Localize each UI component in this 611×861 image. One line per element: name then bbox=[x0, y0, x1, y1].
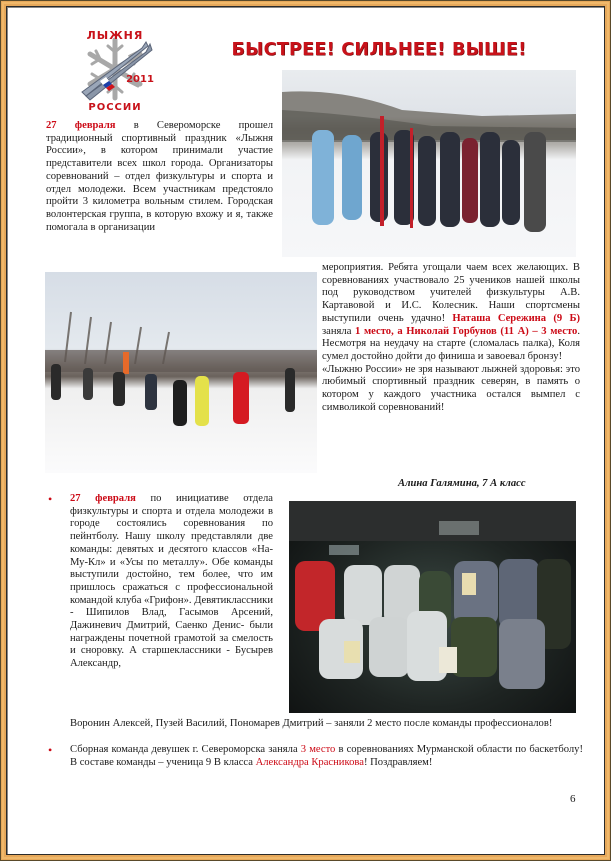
photo-ski-race bbox=[45, 272, 317, 473]
winner-name: Наташа Сережина (9 Б) bbox=[452, 312, 580, 324]
article-text: в соревнованиях Мурманской области по баскетболу! В составе команды – ученица 9 В класса bbox=[70, 744, 583, 768]
article-text: «Лыжню России» не зря называют лыжней здоровья: это любимый спортивный праздник северян, в память о котором у каждого участника остался вымпел с символикой соревнований! bbox=[322, 363, 580, 413]
logo-year: 2011 bbox=[126, 74, 154, 85]
article-text: . Несмотря на неудачу на старте (сломалась палка), Коля сумел достойно дойти до финиша и завоевал бронзу! bbox=[322, 325, 580, 362]
author-signature: Алина Галямина, 7 А класс bbox=[398, 478, 526, 489]
team-place: 3 место bbox=[300, 744, 336, 755]
photo-group-skiers bbox=[282, 70, 576, 257]
page-title: БЫСТРЕЕ! СИЛЬНЕЕ! ВЫШЕ! bbox=[231, 40, 527, 60]
article-text: ! Поздравляем! bbox=[363, 756, 433, 768]
winner-place: 1 место bbox=[355, 325, 392, 337]
bullet-icon: • bbox=[48, 492, 53, 506]
article-paintball-text bbox=[70, 493, 273, 671]
article-date: 27 февраля bbox=[46, 120, 116, 131]
winner-name: Николай Горбунов (11 А) – 3 место bbox=[406, 325, 578, 337]
article-date: 27 февраля bbox=[70, 493, 136, 504]
article-skiing-continued bbox=[322, 262, 580, 414]
article-basketball-text bbox=[70, 744, 583, 769]
player-name: Александра Красникова bbox=[255, 756, 364, 768]
article-text: по инициативе отдела физкультуры и спорта и отдела молодежи в городе состоялись соревнования по пейнтболу. Нашу школу представляли две команды: девятых и десятого классов «На-Му-Кл» и «Усы по металлу». Обе команды выступили достойно, тем более, что им пришлось сражаться с профессиональной командой клуба «Грифон». Девятиклассники - Шипилов Влад, Гасымов Арсений, Дажиневич Дмитрий, Саенко Денис- были награждены почетной грамотой за смелость и сноровку. А старшеклассники - Бусырев Александр, bbox=[70, 493, 273, 670]
photo-paintball-team bbox=[289, 501, 576, 713]
ski-russia-logo bbox=[72, 26, 158, 112]
logo-top-text: ЛЫЖНЯ bbox=[86, 29, 144, 42]
article-text: заняла bbox=[322, 325, 356, 337]
page-number: 6 bbox=[570, 793, 576, 805]
article-text: мероприятия. Ребята угощали чаем всех желающих. В соревнованиях участвовало 25 учеников нашей школы под руководством учителей физкультуры А.В. Картавовой и И.С. Колесник. Наши спортсмены выступили очень удачно! bbox=[322, 262, 580, 324]
logo-bottom-text: РОССИИ bbox=[88, 102, 142, 112]
article-skiing-intro bbox=[46, 120, 273, 234]
article-text: Сборная команда девушек г. Североморска заняла bbox=[70, 744, 301, 755]
article-text: в Североморске прошел традиционный спортивный праздник «Лыжня России», в котором принимали участие представители всех школ города. Организаторы соревнований – отдел физкультуры и спорта и отдел молодежи. Всем участникам предстояло пройти 3 километра вольным стилем. Городская волонтерская группа, в которую вхожу и я, также помогала в организации bbox=[46, 120, 274, 233]
article-paintball-continued: Воронин Алексей, Пузей Василий, Пономарев Дмитрий – заняли 2 место после команды профессионалов! bbox=[70, 718, 553, 729]
article-text: , а bbox=[391, 325, 407, 337]
bullet-icon: • bbox=[48, 743, 53, 757]
